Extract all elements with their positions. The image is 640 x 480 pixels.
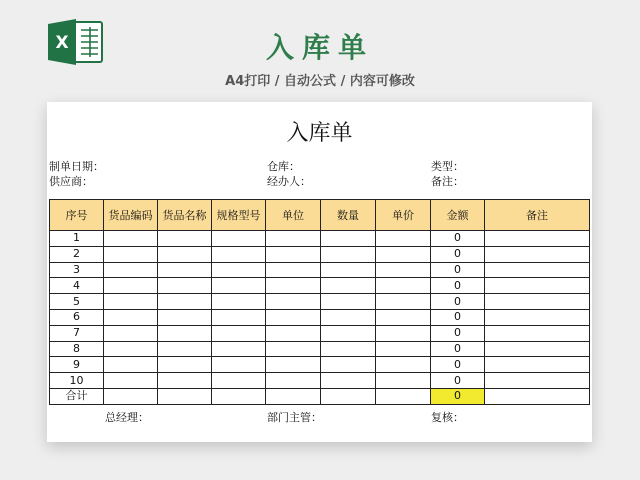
document-sheet — [47, 102, 592, 442]
table-cell[interactable] — [158, 278, 212, 294]
table-cell[interactable] — [376, 341, 431, 357]
table-cell[interactable] — [485, 278, 590, 294]
table-cell[interactable] — [266, 325, 321, 341]
row-number-cell[interactable]: 7 — [50, 325, 104, 341]
amount-cell[interactable]: 0 — [431, 373, 485, 389]
table-cell[interactable] — [485, 341, 590, 357]
table-cell[interactable] — [212, 246, 266, 262]
amount-cell[interactable]: 0 — [431, 309, 485, 325]
amount-cell[interactable]: 0 — [431, 278, 485, 294]
row-number-cell[interactable]: 8 — [50, 341, 104, 357]
dept-head-label: 部门主管： — [267, 411, 322, 424]
amount-cell[interactable]: 0 — [431, 262, 485, 278]
col-header-remark: 备注 — [485, 200, 590, 231]
total-label: 合计 — [50, 388, 104, 404]
warehouse-label: 仓库： — [267, 160, 300, 173]
col-header-quantity: 数量 — [321, 200, 376, 231]
table-cell[interactable] — [266, 388, 321, 404]
table-row — [50, 294, 590, 310]
table-cell[interactable] — [212, 294, 266, 310]
table-cell[interactable] — [158, 341, 212, 357]
table-cell[interactable] — [321, 262, 376, 278]
table-row — [50, 262, 590, 278]
col-header-amount: 金额 — [431, 200, 485, 231]
inventory-table — [49, 199, 590, 405]
table-cell[interactable] — [321, 231, 376, 247]
table-row — [50, 309, 590, 325]
page-subtitle: A4打印 / 自动公式 / 内容可修改 — [225, 74, 415, 89]
table-cell[interactable] — [212, 357, 266, 373]
review-label: 复核： — [431, 411, 464, 424]
table-cell[interactable] — [321, 278, 376, 294]
row-number-cell[interactable]: 4 — [50, 278, 104, 294]
date-label: 制单日期： — [49, 160, 104, 173]
table-row — [50, 246, 590, 262]
table-cell[interactable] — [212, 231, 266, 247]
amount-cell[interactable]: 0 — [431, 357, 485, 373]
amount-cell[interactable]: 0 — [431, 246, 485, 262]
table-cell[interactable] — [485, 262, 590, 278]
table-cell[interactable] — [158, 294, 212, 310]
table-cell[interactable] — [485, 325, 590, 341]
table-cell[interactable] — [104, 388, 158, 404]
table-cell[interactable] — [321, 373, 376, 389]
table-cell[interactable] — [266, 278, 321, 294]
amount-cell[interactable]: 0 — [431, 341, 485, 357]
total-amount-cell[interactable]: 0 — [431, 388, 485, 404]
table-row — [50, 357, 590, 373]
table-cell[interactable] — [321, 309, 376, 325]
table-cell[interactable] — [266, 231, 321, 247]
table-cell[interactable] — [212, 309, 266, 325]
row-number-cell[interactable]: 6 — [50, 309, 104, 325]
type-label: 类型： — [431, 160, 464, 173]
table-cell[interactable] — [104, 325, 158, 341]
table-cell[interactable] — [266, 357, 321, 373]
table-cell[interactable] — [321, 357, 376, 373]
table-cell[interactable] — [212, 341, 266, 357]
table-row — [50, 231, 590, 247]
table-cell[interactable] — [266, 246, 321, 262]
table-cell[interactable] — [212, 388, 266, 404]
table-row — [50, 373, 590, 389]
table-cell[interactable] — [485, 246, 590, 262]
handler-label: 经办人： — [267, 175, 311, 188]
svg-text:X: X — [55, 33, 69, 53]
table-cell[interactable] — [158, 309, 212, 325]
amount-cell[interactable]: 0 — [431, 294, 485, 310]
table-cell[interactable] — [104, 278, 158, 294]
table-row — [50, 341, 590, 357]
table-cell[interactable] — [376, 246, 431, 262]
table-cell[interactable] — [212, 373, 266, 389]
amount-cell[interactable]: 0 — [431, 231, 485, 247]
table-cell[interactable] — [321, 294, 376, 310]
row-number-cell[interactable]: 5 — [50, 294, 104, 310]
table-cell[interactable] — [485, 294, 590, 310]
table-cell[interactable] — [104, 357, 158, 373]
table-cell[interactable] — [376, 373, 431, 389]
remark-label: 备注： — [431, 175, 464, 188]
table-cell[interactable] — [104, 246, 158, 262]
table-cell[interactable] — [104, 231, 158, 247]
table-cell[interactable] — [376, 325, 431, 341]
table-cell[interactable] — [485, 373, 590, 389]
table-cell[interactable] — [485, 309, 590, 325]
table-cell[interactable] — [321, 341, 376, 357]
table-cell[interactable] — [104, 373, 158, 389]
table-cell[interactable] — [376, 231, 431, 247]
table-cell[interactable] — [212, 278, 266, 294]
table-cell[interactable] — [485, 388, 590, 404]
table-header-row — [50, 200, 590, 231]
table-cell[interactable] — [376, 357, 431, 373]
table-cell[interactable] — [104, 262, 158, 278]
page-title: 入库单 — [265, 31, 374, 64]
table-cell[interactable] — [158, 325, 212, 341]
table-row — [50, 325, 590, 341]
table-cell[interactable] — [266, 341, 321, 357]
table-cell[interactable] — [321, 325, 376, 341]
row-number-cell[interactable]: 1 — [50, 231, 104, 247]
table-cell[interactable] — [266, 309, 321, 325]
table-cell[interactable] — [376, 294, 431, 310]
table-cell[interactable] — [104, 309, 158, 325]
form-title: 入库单 — [286, 121, 353, 146]
table-cell[interactable] — [158, 262, 212, 278]
col-header-name: 货品名称 — [158, 200, 212, 231]
table-cell[interactable] — [321, 388, 376, 404]
table-cell[interactable] — [266, 373, 321, 389]
table-cell[interactable] — [104, 341, 158, 357]
supplier-label: 供应商： — [49, 175, 93, 188]
row-number-cell[interactable]: 9 — [50, 357, 104, 373]
table-cell[interactable] — [376, 309, 431, 325]
table-cell[interactable] — [266, 262, 321, 278]
table-cell[interactable] — [212, 262, 266, 278]
table-cell[interactable] — [266, 294, 321, 310]
total-row — [50, 388, 590, 404]
amount-cell[interactable]: 0 — [431, 325, 485, 341]
col-header-price: 单价 — [376, 200, 431, 231]
row-number-cell[interactable]: 10 — [50, 373, 104, 389]
col-header-no: 序号 — [50, 200, 104, 231]
col-header-code: 货品编码 — [104, 200, 158, 231]
manager-label: 总经理： — [105, 411, 149, 424]
col-header-spec: 规格型号 — [212, 200, 266, 231]
table-cell[interactable] — [158, 246, 212, 262]
table-cell[interactable] — [158, 357, 212, 373]
table-cell[interactable] — [376, 278, 431, 294]
table-cell[interactable] — [321, 246, 376, 262]
table-cell[interactable] — [485, 357, 590, 373]
table-cell[interactable] — [158, 388, 212, 404]
table-cell[interactable] — [158, 373, 212, 389]
table-row — [50, 278, 590, 294]
table-cell[interactable] — [104, 294, 158, 310]
table-cell[interactable] — [376, 262, 431, 278]
col-header-unit: 单位 — [266, 200, 321, 231]
table-cell[interactable] — [485, 231, 590, 247]
table-cell[interactable] — [212, 325, 266, 341]
row-number-cell[interactable]: 2 — [50, 246, 104, 262]
row-number-cell[interactable]: 3 — [50, 262, 104, 278]
table-cell[interactable] — [158, 231, 212, 247]
table-cell[interactable] — [376, 388, 431, 404]
